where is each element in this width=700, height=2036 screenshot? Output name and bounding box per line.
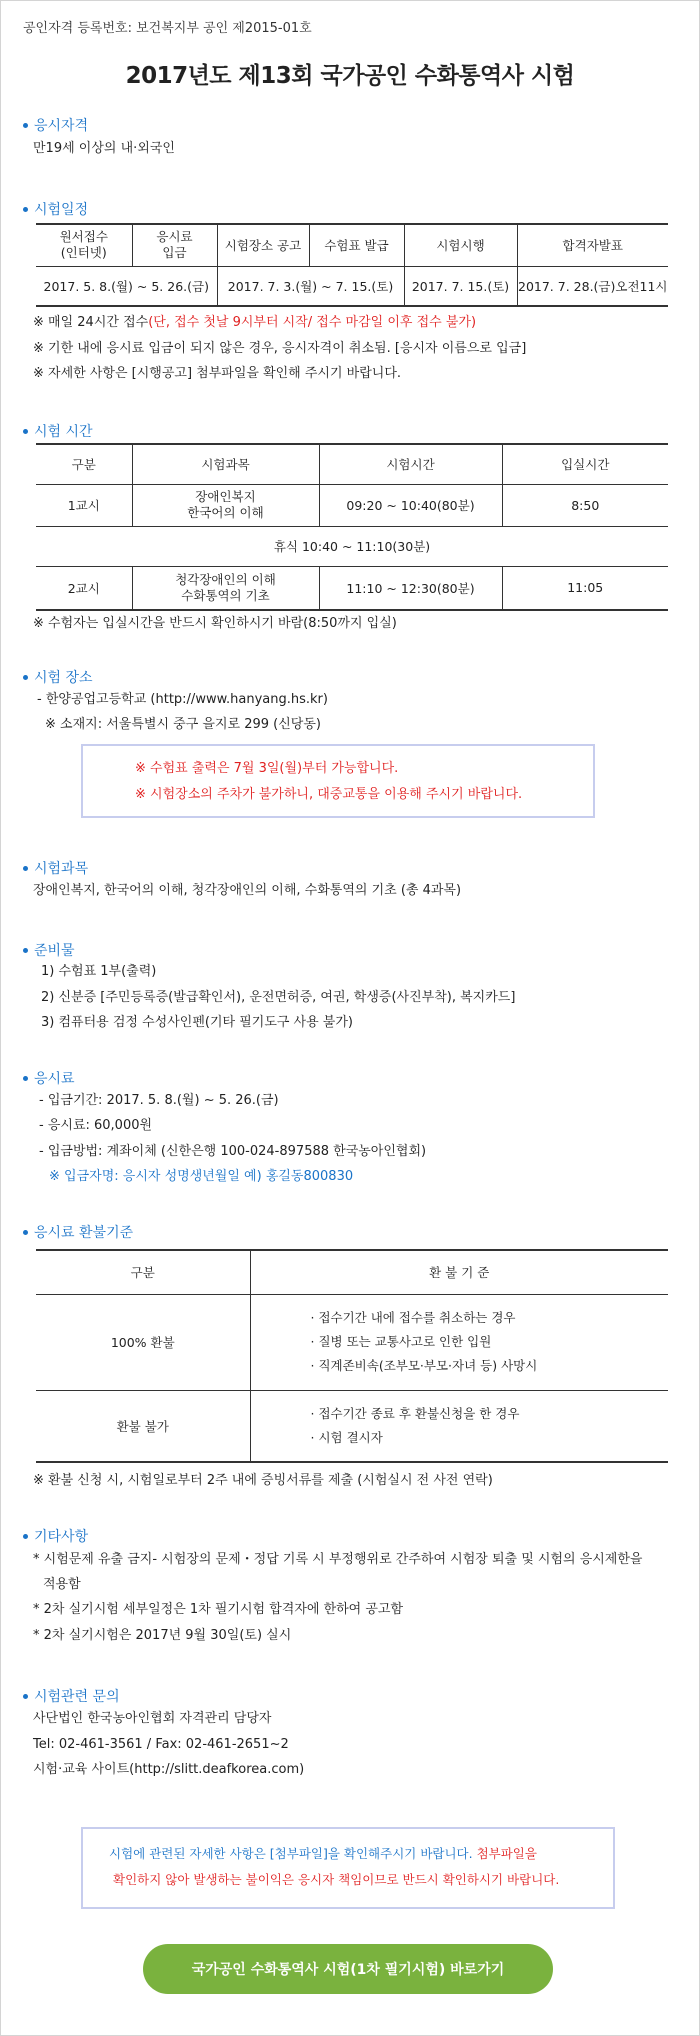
time-row2-time: 11:10 ~ 12:30(80분) [319,566,502,610]
schedule-header-fee: 응시료 입금 [132,224,217,266]
schedule-header-exam: 시험시행 [404,224,517,266]
section-heading-venue: 시험 장소 [23,667,93,687]
written-exam-link-button[interactable]: 국가공인 수화통역사 시험(1차 필기시험) 바로가기 [143,1944,553,1994]
refund-none-item: · 접수기간 종료 후 환불신청을 한 경우 [311,1402,669,1426]
section-heading-subjects: 시험과목 [23,858,88,878]
refund-note: ※ 환불 신청 시, 시험일로부터 2주 내에 증빙서류를 제출 (시험실시 전 사전 연락) [33,1473,493,1488]
refund-full-criteria [250,1294,668,1390]
section-heading-etc: 기타사항 [23,1526,88,1546]
schedule-date-venue-ticket: 2017. 7. 3.(월) ~ 7. 15.(토) [217,266,404,306]
fee-period: - 입금기간: 2017. 5. 8.(월) ~ 5. 26.(금) [39,1093,279,1108]
bullet-icon [23,948,28,953]
time-header-subject: 시험과목 [132,444,319,484]
schedule-header-application: 원서접수 (인터넷) [36,224,132,266]
etc-item-1-cont: 적용함 [43,1577,81,1592]
time-break: 휴식 10:40 ~ 11:10(30분) [36,526,668,566]
section-heading-refund: 응시료 환불기준 [23,1222,133,1242]
schedule-header-result: 합격자발표 [517,224,668,266]
contact-org: 사단법인 한국농아인협회 자격관리 담당자 [33,1711,272,1726]
contact-phone: Tel: 02-461-3561 / Fax: 02-461-2651~2 [33,1737,289,1752]
section-heading-schedule: 시험일정 [23,199,88,219]
bullet-icon [23,1694,28,1699]
exam-time-note: ※ 수험자는 입실시간을 반드시 확인하시기 바람(8:50까지 입실) [33,616,397,631]
section-heading-qualification: 응시자격 [23,115,88,135]
bullet-icon [23,429,28,434]
section-heading-materials: 준비물 [23,940,75,960]
bullet-icon [23,675,28,680]
schedule-note-2: ※ 기한 내에 응시료 입금이 되지 않은 경우, 응시자격이 취소됨. [응시자 이름으로 입금] [33,341,527,356]
venue-notice-line2: ※ 시험장소의 주차가 불가하니, 대중교통을 이용해 주시기 바랍니다. [135,787,523,802]
schedule-date-exam: 2017. 7. 15.(토) [404,266,517,306]
refund-full-label: 100% 환불 [36,1294,250,1390]
etc-item-1: * 시험문제 유출 금지- 시험장의 문제・정답 기록 시 부정행위로 간주하여 시험장 퇴출 및 시험의 응시제한을 [33,1552,643,1567]
bullet-icon [23,123,28,128]
schedule-table [36,223,668,307]
time-row1-entry: 8:50 [502,484,668,526]
schedule-header-ticket: 수험표 발급 [309,224,404,266]
bullet-icon [23,866,28,871]
section-heading-fee: 응시료 [23,1068,75,1088]
materials-item-3: 3) 컴퓨터용 검정 수성사인펜(기타 필기도구 사용 불가) [41,1015,353,1030]
etc-item-2: * 2차 실기시험 세부일정은 1차 필기시험 합격자에 한하여 공고함 [33,1602,404,1617]
time-row1-time: 09:20 ~ 10:40(80분) [319,484,502,526]
etc-item-3: * 2차 실기시험은 2017년 9월 30일(토) 실시 [33,1628,292,1643]
refund-table [36,1249,668,1463]
time-row1-period: 1교시 [36,484,132,526]
registration-number: 공인자격 등록번호: 보건복지부 공인 제2015-01호 [23,21,312,36]
section-heading-contact: 시험관련 문의 [23,1686,120,1706]
time-row1-subject: 장애인복지 한국어의 이해 [132,484,319,526]
time-header-time: 시험시간 [319,444,502,484]
materials-item-1: 1) 수험표 1부(출력) [41,964,157,979]
contact-site: 시험·교육 사이트(http://slitt.deafkorea.com) [33,1762,305,1777]
venue-school: - 한양공업고등학교 (http://www.hanyang.hs.kr) [37,692,328,707]
time-row2-period: 2교시 [36,566,132,610]
schedule-date-result: 2017. 7. 28.(금)오전11시 [517,266,668,306]
section-heading-exam-time: 시험 시간 [23,421,93,441]
refund-full-item: · 접수기간 내에 접수를 취소하는 경우 [311,1306,669,1330]
bullet-icon [23,1076,28,1081]
exam-time-table [36,443,668,611]
venue-notice-box [81,744,595,818]
qualification-text: 만19세 이상의 내·외국인 [33,141,175,156]
attachment-notice-box [81,1827,615,1909]
fee-method: - 입금방법: 계좌이체 (신한은행 100-024-897588 한국농아인협회) [39,1144,427,1159]
time-header-period: 구분 [36,444,132,484]
subjects-text: 장애인복지, 한국어의 이해, 청각장애인의 이해, 수화통역의 기초 (총 4과목) [33,883,462,898]
materials-item-2: 2) 신분증 [주민등록증(발급확인서), 운전면허증, 여권, 학생증(사진부착), 복지카드] [41,990,516,1005]
page-title: 2017년도 제13회 국가공인 수화통역사 시험 [125,63,575,89]
refund-full-item: · 직계존비속(조부모·부모·자녀 등) 사망시 [311,1354,669,1378]
schedule-note-3: ※ 자세한 사항은 [시행공고] 첨부파일을 확인해 주시기 바랍니다. [33,366,402,381]
bullet-icon [23,207,28,212]
schedule-note-1: ※ 매일 24시간 접수(단, 접수 첫날 9시부터 시작/ 접수 마감일 이후 접수 불가) [33,315,477,330]
refund-full-item: · 질병 또는 교통사고로 인한 입원 [311,1330,669,1354]
refund-header-category: 구분 [36,1250,250,1294]
attachment-notice-line2: 확인하지 않아 발생하는 불이익은 응시자 책임이므로 반드시 확인하시기 바랍니다. [113,1872,560,1887]
bullet-icon [23,1534,28,1539]
schedule-date-application: 2017. 5. 8.(월) ~ 5. 26.(금) [36,266,217,306]
refund-none-criteria [250,1390,668,1462]
time-row2-entry: 11:05 [502,566,668,610]
attachment-notice-line1: 시험에 관련된 자세한 사항은 [첨부파일]을 확인해주시기 바랍니다. 첨부파일을 [109,1846,537,1861]
venue-address: ※ 소재지: 서울특별시 중구 을지로 299 (신당동) [45,717,321,732]
venue-notice-line1: ※ 수험표 출력은 7월 3일(월)부터 가능합니다. [135,761,399,776]
time-header-entry: 입실시간 [502,444,668,484]
fee-depositor-note: ※ 입금자명: 응시자 성명생년월일 예) 홍길동800830 [49,1169,354,1184]
fee-amount: - 응시료: 60,000원 [39,1118,153,1133]
refund-header-criteria: 환 불 기 준 [250,1250,668,1294]
time-row2-subject: 청각장애인의 이해 수화통역의 기초 [132,566,319,610]
bullet-icon [23,1230,28,1235]
schedule-header-venue: 시험장소 공고 [217,224,309,266]
refund-none-item: · 시험 결시자 [311,1426,669,1450]
refund-none-label: 환불 불가 [36,1390,250,1462]
